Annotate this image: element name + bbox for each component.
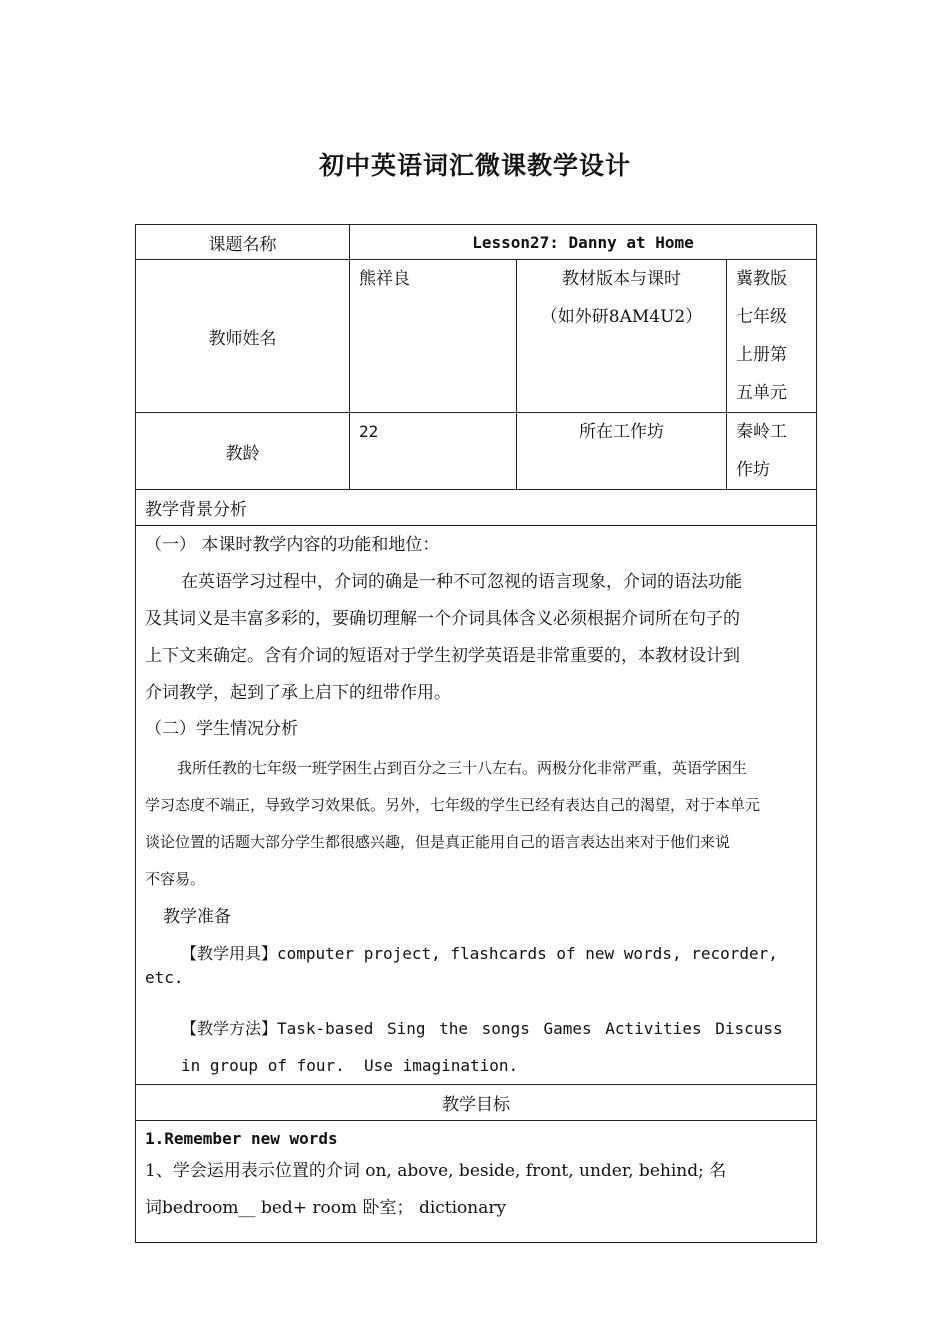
section1-heading: （一） 本课时教学内容的功能和地位： [145, 535, 440, 555]
goal-1-title: 1.Remember new words [145, 1129, 338, 1148]
goal-1-line2: 词bedroom__ bed+ room 卧室； dictionary [145, 1198, 507, 1218]
age-row [136, 413, 817, 490]
workshop-value: 秦岭工 作坊 [727, 413, 817, 490]
teaching-methods: 【教学方法】Task-based Sing the songs Games Activities Discuss in group of four. Use imagination. [181, 1019, 783, 1075]
workshop-label: 所在工作坊 [517, 413, 727, 490]
preparation-heading: 教学准备 [163, 907, 231, 927]
teacher-row [136, 260, 817, 413]
section2-paragraph: 我所任教的七年级一班学困生占到百分之三十八左右。两极分化非常严重，英语学困生 学习态度不端正，导致学习效果低。另外，七年级的学生已经有表达自己的渴望，对于本单元 谈论位置的话题大部分学生都很感兴趣，但是真正能用自己的语言表达出来对于他们来说 不容易。 [145, 759, 761, 888]
background-heading: 教学背景分析 [136, 490, 817, 526]
goal-1-line1: 1、学会运用表示位置的介词 on, above, beside, front, under, behind; 名 [145, 1161, 727, 1181]
age-value: 22 [350, 413, 517, 490]
edition-value: 冀教版 七年级 上册第 五单元 [727, 260, 817, 413]
topic-value: Lesson27: Danny at Home [350, 225, 817, 260]
edition-label: 教材版本与课时 （如外研8AM4U2） [517, 260, 727, 413]
goals-heading-row [136, 1085, 817, 1121]
background-content [136, 526, 817, 1085]
background-content-row [136, 526, 817, 1085]
goals-heading: 教学目标 [136, 1085, 817, 1121]
age-label: 教龄 [136, 413, 350, 490]
teacher-value: 熊祥良 [350, 260, 517, 413]
background-heading-row [136, 490, 817, 526]
teaching-tools: 【教学用具】computer project, flashcards of new words, recorder, etc. [145, 944, 778, 987]
lesson-design-table [135, 224, 817, 1243]
document-title: 初中英语词汇微课教学设计 [318, 151, 631, 180]
goals-content [136, 1121, 817, 1243]
section1-paragraph: 在英语学习过程中，介词的确是一种不可忽视的语言现象，介词的语法功能 及其词义是丰富多彩的，要确切理解一个介词具体含义必须根据介词所在句子的 上下文来确定。含有介词的短语对于学生初学英语是非常重要的，本教材设计到 介词教学，起到了承上启下的纽带作用。 [145, 572, 742, 703]
topic-label: 课题名称 [136, 225, 350, 260]
teacher-label: 教师姓名 [136, 260, 350, 413]
section2-heading: （二）学生情况分析 [145, 719, 298, 739]
topic-row [136, 225, 817, 260]
goals-content-row [136, 1121, 817, 1243]
